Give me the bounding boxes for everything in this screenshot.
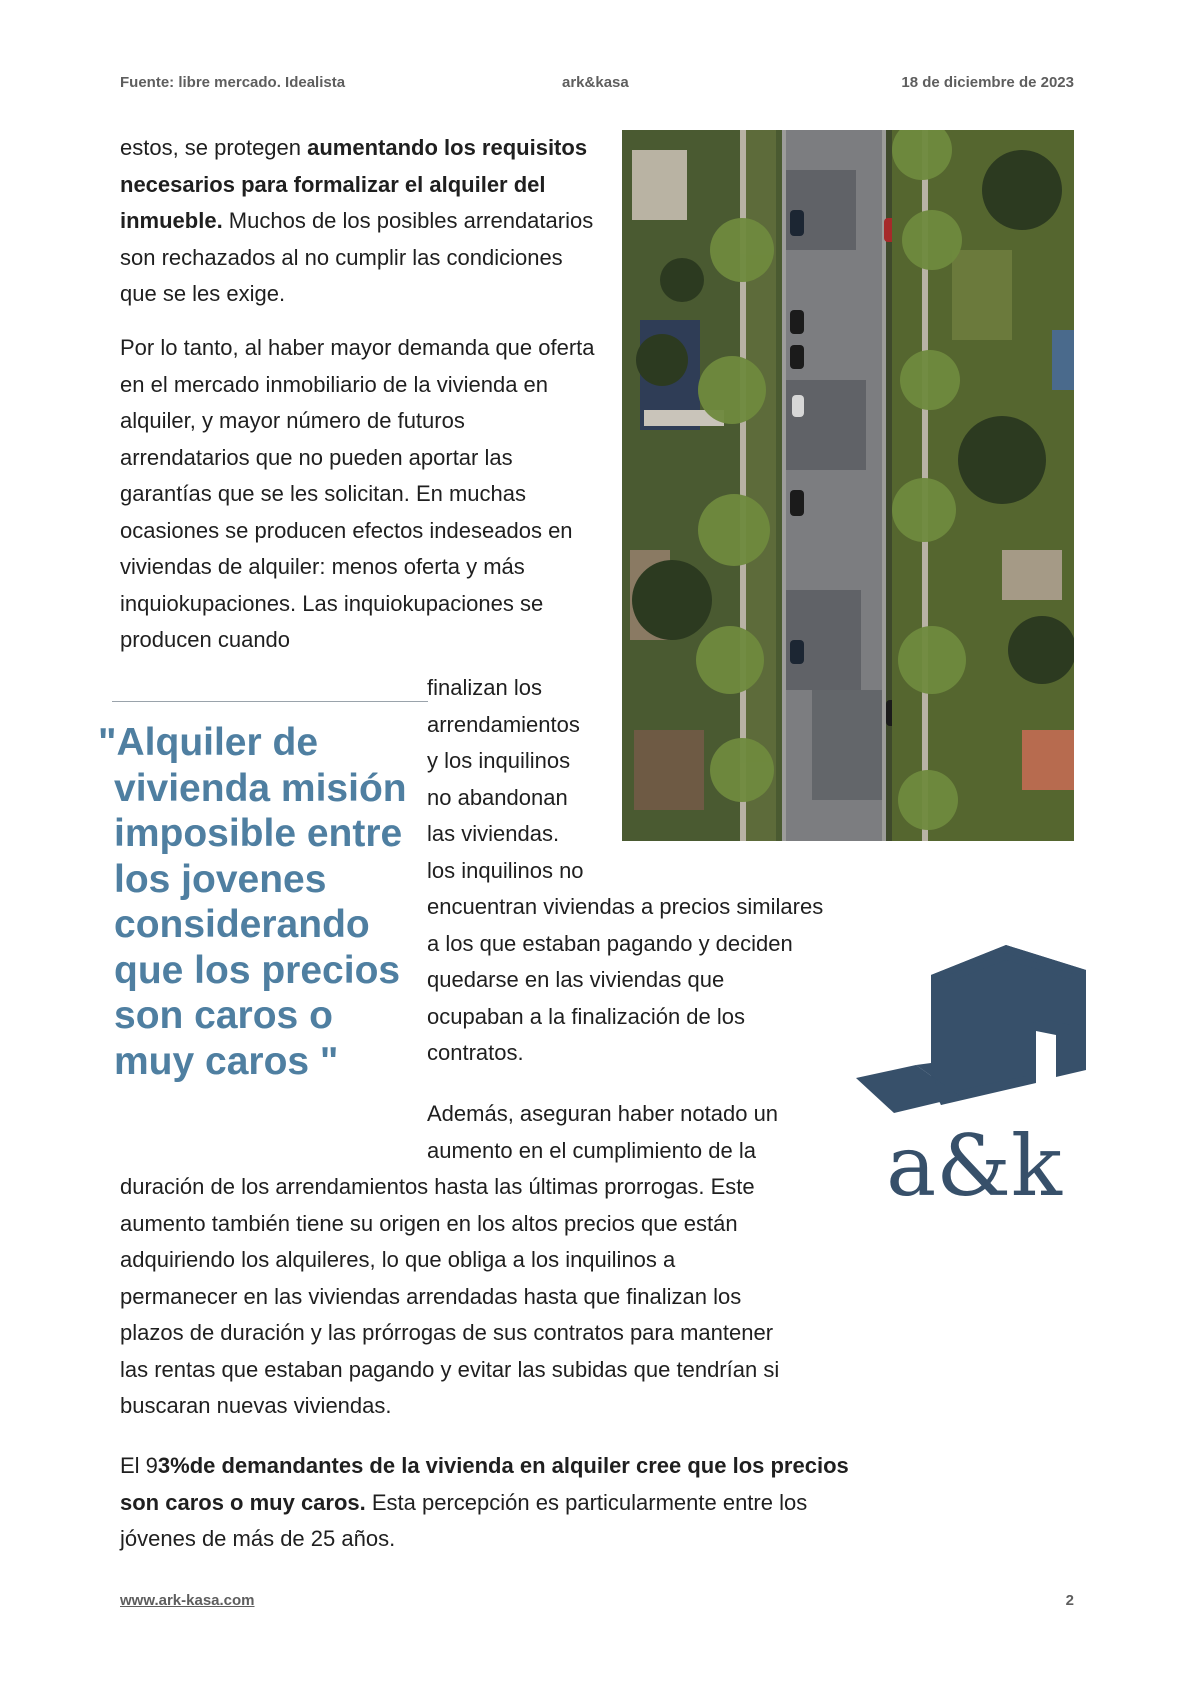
quote-line: son caros o xyxy=(114,994,333,1037)
header-brand: ark&kasa xyxy=(562,74,629,91)
quote-line: muy caros " xyxy=(114,1039,339,1083)
header-date: 18 de diciembre de 2023 xyxy=(901,74,1074,91)
paragraph-text: El 9 xyxy=(120,1453,158,1478)
header-source: Fuente: libre mercado. Idealista xyxy=(120,74,346,91)
quote-line: considerando xyxy=(114,903,370,946)
text-line: y los inquilinos xyxy=(427,748,571,773)
text-line: los inquilinos no xyxy=(427,857,584,883)
paragraph-duration xyxy=(120,1096,860,1425)
paragraph-text: Muchos de los posibles arrendatarios son rechazados al no cumplir las condiciones que se les exige. xyxy=(120,208,594,306)
quote-line: que los precios xyxy=(114,948,401,992)
quote-line: "Alquiler de xyxy=(98,721,319,764)
paragraph-text: estos, se protegen xyxy=(120,135,308,160)
text-line: las viviendas. xyxy=(427,821,560,846)
paragraph-bold-text: aumentando los requisitos necesarios para formalizar el alquiler del inmueble. xyxy=(120,135,588,233)
text-line: ocupaban a la finalización de los xyxy=(427,1003,746,1029)
text-line: quedarse en las viviendas que xyxy=(427,967,725,992)
company-logo xyxy=(856,945,1092,1215)
house-icon xyxy=(856,945,1092,1215)
text-line: adquiriendo los alquileres, lo que obliga a los inquilinos a xyxy=(120,1247,676,1272)
paragraph-requirements xyxy=(120,130,600,313)
text-line: buscaran nuevas viviendas. xyxy=(120,1393,392,1418)
text-line: a los que estaban pagando y deciden xyxy=(427,930,793,956)
text-line: contratos. xyxy=(427,1040,524,1065)
page-number: 2 xyxy=(1065,1592,1074,1609)
quote-line: imposible entre xyxy=(114,812,403,855)
pull-quote xyxy=(98,720,432,1084)
text-line: las rentas que estaban pagando y evitar las subidas que tendrían si xyxy=(120,1356,780,1382)
paragraph-bold-text: 3%de demandantes de la vivienda en alquiler cree que los precios son caros o muy caros. xyxy=(120,1453,849,1515)
text-line: plazos de duración y las prórrogas de sus contratos para mantener xyxy=(120,1320,774,1345)
quote-line: vivienda misión xyxy=(114,766,407,810)
text-line: duración de los arrendamientos hasta las últimas prorrogas. Este xyxy=(120,1174,755,1199)
text-line: no abandonan xyxy=(427,784,568,810)
paragraph-text: Esta percepción es particularmente entre los jóvenes de más de 25 años. xyxy=(120,1489,808,1551)
text-line: aumento en el cumplimiento de la xyxy=(427,1137,756,1163)
text-line: Además, aseguran haber notado un xyxy=(427,1101,779,1126)
text-line: arrendamientos xyxy=(427,711,580,737)
quote-line: los jovenes xyxy=(114,857,327,901)
text-line: aumento también tiene su origen en los altos precios que están xyxy=(120,1210,738,1236)
text-line: permanecer en las viviendas arrendadas hasta que finalizan los xyxy=(120,1283,742,1309)
text-line: finalizan los xyxy=(427,675,542,700)
paragraph-demand: Por lo tanto, al haber mayor demanda que oferta en el mercado inmobiliario de la vivienda en alquiler, y mayor número de futuros arrendatarios que no pueden aportar las garantías que se les solicitan. En muchas ocasiones se producen efectos indeseados en viviendas de alquiler: menos oferta y más inquiokupaciones. Las inquiokupaciones se producen cuando xyxy=(120,335,595,652)
paragraph-statistic xyxy=(120,1448,860,1558)
website-link[interactable]: www.ark-kasa.com xyxy=(120,1592,255,1609)
aerial-street-photo xyxy=(622,130,1074,841)
text-line: encuentran viviendas a precios similares xyxy=(427,894,824,919)
quote-divider xyxy=(112,701,428,702)
logo-text: a&k xyxy=(886,1117,1062,1215)
